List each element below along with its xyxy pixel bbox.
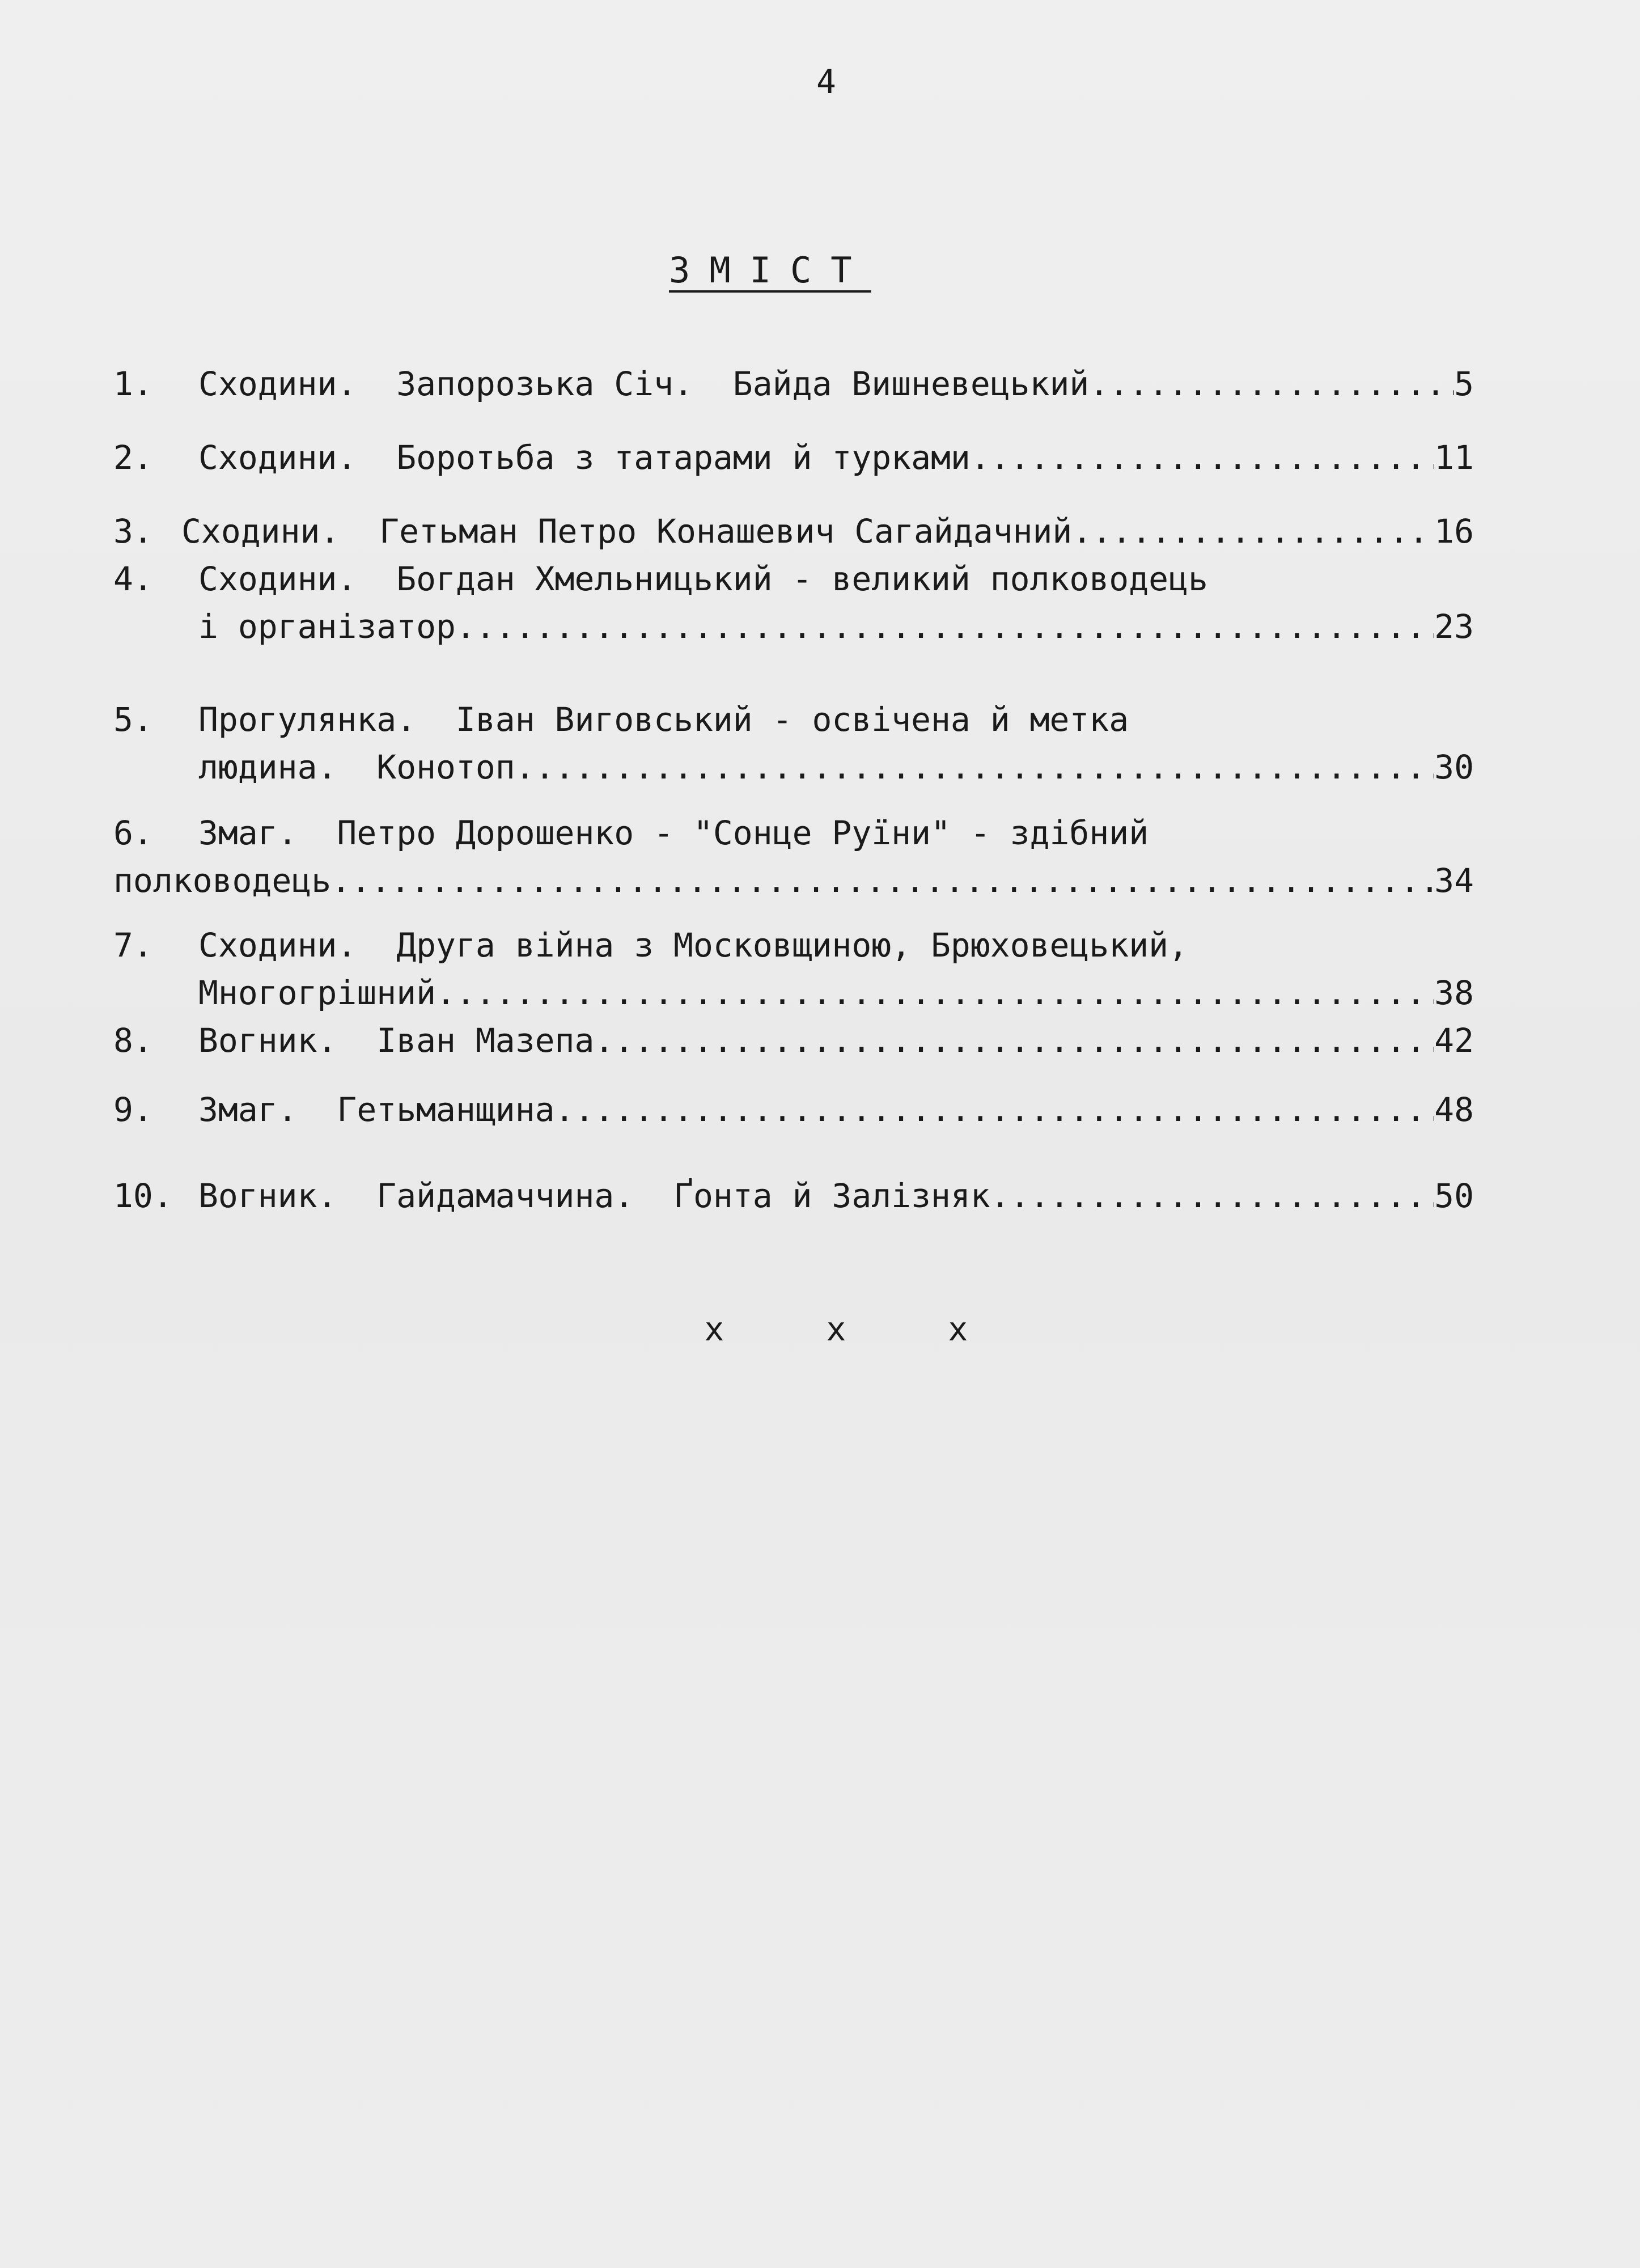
dot-leader xyxy=(515,743,1434,791)
entry-title-continued: людина. Конотоп xyxy=(198,748,515,786)
entry-title: Вогник. Іван Мазепа xyxy=(198,1021,595,1060)
entry-title: Сходини. Боротьба з татарами й турками xyxy=(198,438,971,477)
entry-page: 30 xyxy=(1434,748,1474,786)
dot-leader xyxy=(436,969,1434,1017)
entry-page: 5 xyxy=(1454,365,1474,403)
toc-entry xyxy=(113,434,1474,481)
dot-leader xyxy=(594,1017,1434,1064)
entry-page: 50 xyxy=(1434,1177,1474,1215)
section-end-marks xyxy=(663,1310,1009,1348)
entry-title: Сходини. Друга війна з Московщиною, Брюховецький, xyxy=(198,926,1188,964)
dot-leader xyxy=(1072,507,1434,555)
entry-number: 4. xyxy=(113,560,153,598)
entry-title: Сходини. Богдан Хмельницький - великий полководець xyxy=(198,560,1208,598)
end-mark: x xyxy=(948,1310,968,1348)
entry-title-continued: і організатор xyxy=(198,607,456,646)
entry-page: 42 xyxy=(1434,1021,1474,1060)
entry-title: Прогулянка. Іван Виговський - освічена й метка xyxy=(198,700,1129,739)
toc-entry xyxy=(113,696,1474,791)
entry-number: 8. xyxy=(113,1021,153,1060)
toc-entry xyxy=(113,1017,1474,1064)
dot-leader xyxy=(971,434,1434,481)
entry-title: Сходини. Гетьман Петро Конашевич Сагайдачний xyxy=(181,512,1073,551)
entry-page: 48 xyxy=(1434,1090,1474,1129)
entry-number: 5. xyxy=(113,700,153,739)
entry-title: Сходини. Запорозька Січ. Байда Вишневецький xyxy=(198,365,1090,403)
entry-number: 7. xyxy=(113,926,153,964)
dot-leader xyxy=(456,603,1434,650)
entry-title: Змаг. Петро Дорошенко - "Сонце Руїни" - здібний xyxy=(198,814,1149,852)
entry-number: 10. xyxy=(113,1177,173,1215)
entry-page: 23 xyxy=(1434,607,1474,646)
entry-title: Вогник. Гайдамаччина. Ґонта й Залізняк xyxy=(198,1177,990,1215)
toc-entry xyxy=(113,1172,1474,1220)
toc-entry xyxy=(113,1086,1474,1133)
entry-number: 3. xyxy=(113,512,153,551)
toc-entry xyxy=(113,507,1474,555)
page-title: ЗМІСТ xyxy=(669,249,871,291)
dot-leader xyxy=(555,1086,1435,1133)
end-mark: x xyxy=(704,1310,724,1348)
entry-title: Змаг. Гетьманщина xyxy=(198,1090,555,1129)
entry-page: 16 xyxy=(1434,512,1474,551)
entry-page: 34 xyxy=(1434,861,1474,900)
entry-page: 38 xyxy=(1434,974,1474,1012)
entry-page: 11 xyxy=(1434,438,1474,477)
entry-number: 9. xyxy=(113,1090,153,1129)
entry-number: 6. xyxy=(113,814,153,852)
toc-entry xyxy=(113,360,1474,408)
entry-number: 1. xyxy=(113,365,153,403)
entry-title-continued: полководець xyxy=(113,861,332,900)
entry-number: 2. xyxy=(113,438,153,477)
dot-leader xyxy=(331,857,1434,904)
toc-entry xyxy=(113,809,1474,904)
dot-leader xyxy=(1089,360,1454,408)
dot-leader xyxy=(990,1172,1434,1220)
page-number: 4 xyxy=(816,62,836,101)
toc-entry xyxy=(113,921,1474,1017)
entry-title-continued: Многогрішний xyxy=(198,974,437,1012)
toc-entry xyxy=(113,555,1474,650)
end-mark: x xyxy=(826,1310,846,1348)
